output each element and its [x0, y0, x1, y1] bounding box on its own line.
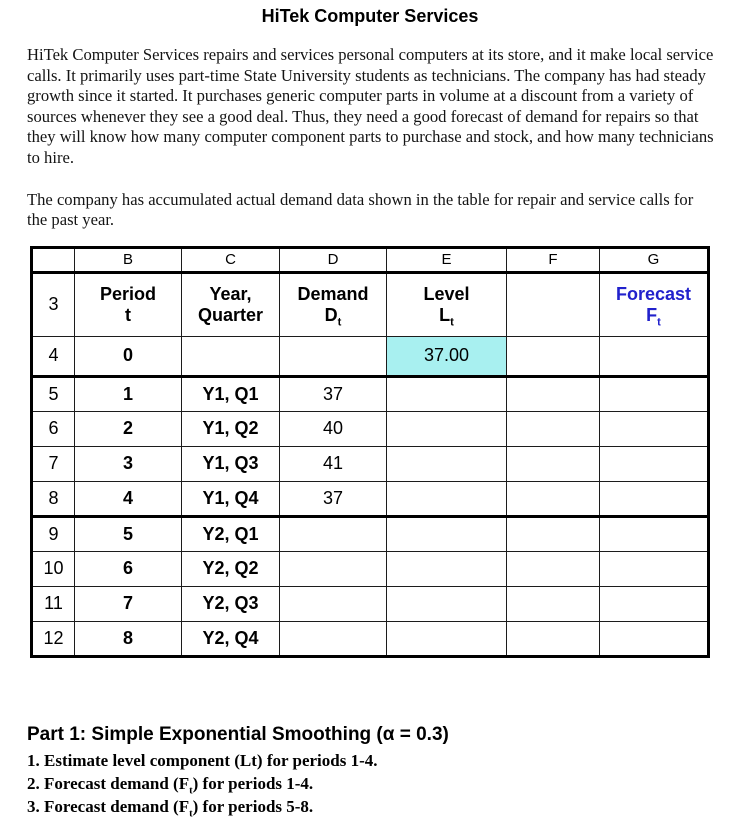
table-row: [32, 411, 709, 446]
forecast-cell: [600, 586, 709, 621]
table-row: [32, 586, 709, 621]
year-quarter-cell: Y2, Q2: [182, 551, 280, 586]
year-quarter-cell: Y1, Q2: [182, 411, 280, 446]
period-cell: 0: [75, 336, 182, 376]
demand-cell: 41: [280, 446, 387, 481]
header-forecast-line1: Forecast: [615, 283, 692, 304]
period-cell: 4: [75, 481, 182, 516]
forecast-cell: [600, 336, 709, 376]
level-cell: [387, 551, 507, 586]
table-row: [32, 446, 709, 481]
level-cell: [387, 586, 507, 621]
header-level: [387, 272, 507, 336]
level-cell: [387, 411, 507, 446]
row-number: 12: [32, 621, 75, 656]
header-forecast-symbol: F: [646, 304, 658, 325]
year-quarter-cell: Y1, Q4: [182, 481, 280, 516]
table-row: [32, 376, 709, 411]
forecast-cell: [600, 446, 709, 481]
header-level-sub: t: [450, 316, 454, 329]
row-number: 8: [32, 481, 75, 516]
year-quarter-cell: Y2, Q1: [182, 516, 280, 551]
row-number: 9: [32, 516, 75, 551]
part1-item-2: [27, 772, 740, 795]
row-number: 10: [32, 551, 75, 586]
demand-cell: [280, 551, 387, 586]
period-cell: 2: [75, 411, 182, 446]
header-year-line2: Quarter: [197, 304, 264, 325]
f-cell: [507, 376, 600, 411]
part1-item-1: [27, 749, 740, 772]
header-demand: [280, 272, 387, 336]
part1-item-3: [27, 795, 740, 818]
demand-spreadsheet: [30, 246, 710, 658]
period-cell: 5: [75, 516, 182, 551]
period-cell: 7: [75, 586, 182, 621]
forecast-cell: [600, 411, 709, 446]
column-letter-e: E: [387, 247, 507, 272]
column-letter-d: D: [280, 247, 387, 272]
row-number: 6: [32, 411, 75, 446]
demand-cell: 40: [280, 411, 387, 446]
level-cell: [387, 376, 507, 411]
period-cell: 6: [75, 551, 182, 586]
demand-cell: [280, 621, 387, 656]
year-quarter-cell: Y1, Q1: [182, 376, 280, 411]
demand-cell: [280, 586, 387, 621]
item-subscript: t: [189, 785, 193, 797]
header-level-line1: Level: [423, 283, 470, 304]
year-quarter-cell: Y1, Q3: [182, 446, 280, 481]
level-cell: [387, 481, 507, 516]
table-row: [32, 621, 709, 656]
f-cell: [507, 551, 600, 586]
header-period: [75, 272, 182, 336]
header-year-quarter: [182, 272, 280, 336]
year-quarter-cell: [182, 336, 280, 376]
demand-cell: [280, 336, 387, 376]
row-number: 11: [32, 586, 75, 621]
year-quarter-cell: Y2, Q3: [182, 586, 280, 621]
header-demand-line1: Demand: [297, 283, 369, 304]
f-cell: [507, 336, 600, 376]
item-subscript: t: [189, 808, 193, 820]
item-text: 1. Estimate level component (Lt) for periods 1-4.: [27, 750, 378, 770]
column-letter-c: C: [182, 247, 280, 272]
header-year-line1: Year,: [209, 283, 252, 304]
header-row: [32, 272, 709, 336]
forecast-cell: [600, 551, 709, 586]
item-text: 2. Forecast demand (F: [27, 773, 190, 793]
f-cell: [507, 516, 600, 551]
level-cell: [387, 446, 507, 481]
part1-heading: Part 1: Simple Exponential Smoothing (α = 0.3): [27, 723, 449, 745]
column-letter-b: B: [75, 247, 182, 272]
demand-cell: 37: [280, 376, 387, 411]
level-cell: [387, 621, 507, 656]
header-demand-symbol: D: [324, 304, 338, 325]
forecast-cell: [600, 621, 709, 656]
row-number: 7: [32, 446, 75, 481]
demand-cell: 37: [280, 481, 387, 516]
column-letter-f: F: [507, 247, 600, 272]
table-row: [32, 551, 709, 586]
row-number: 3: [32, 272, 75, 336]
f-cell: [507, 586, 600, 621]
forecast-cell: [600, 376, 709, 411]
table-row: [32, 336, 709, 376]
header-forecast: [600, 272, 709, 336]
column-letter-row: [32, 247, 709, 272]
level-cell: [387, 516, 507, 551]
header-period-symbol: t: [125, 304, 131, 325]
f-cell: [507, 411, 600, 446]
demand-cell: [280, 516, 387, 551]
level-cell-highlighted: 37.00: [387, 336, 507, 376]
period-cell: 1: [75, 376, 182, 411]
table-intro-paragraph: The company has accumulated actual demand data shown in the table for repair and service calls for the past year.: [27, 189, 694, 230]
row-number: 4: [32, 336, 75, 376]
year-quarter-cell: Y2, Q4: [182, 621, 280, 656]
header-blank-f: [507, 272, 600, 336]
f-cell: [507, 446, 600, 481]
page-title: HiTek Computer Services: [261, 6, 479, 26]
part1-section: [27, 724, 740, 818]
item-text: 3. Forecast demand (F: [27, 796, 190, 816]
header-period-line1: Period: [99, 283, 156, 304]
period-cell: 8: [75, 621, 182, 656]
forecast-cell: [600, 516, 709, 551]
column-letter-g: G: [600, 247, 709, 272]
header-demand-sub: t: [337, 316, 342, 329]
item-text: ) for periods 5-8.: [192, 796, 314, 816]
row-number: 5: [32, 376, 75, 411]
table-row: [32, 516, 709, 551]
table-row: [32, 481, 709, 516]
period-cell: 3: [75, 446, 182, 481]
forecast-cell: [600, 481, 709, 516]
item-text: ) for periods 1-4.: [192, 773, 314, 793]
f-cell: [507, 481, 600, 516]
corner-cell: [32, 247, 75, 272]
intro-paragraph: HiTek Computer Services repairs and services personal computers at its store, and it make local service calls. It primarily uses part-time State University students as technicians. The company has had steady growth since it started. It purchases generic computer parts in volume at a discount from a variety of sources whenever they see a good deal. Thus, they need a good forecast of demand for repairs so that they will know how many computer component parts to purchase and stock, and how many technicians to hire.: [27, 45, 714, 167]
f-cell: [507, 621, 600, 656]
header-forecast-sub: t: [657, 316, 661, 329]
header-level-symbol: L: [439, 304, 451, 325]
